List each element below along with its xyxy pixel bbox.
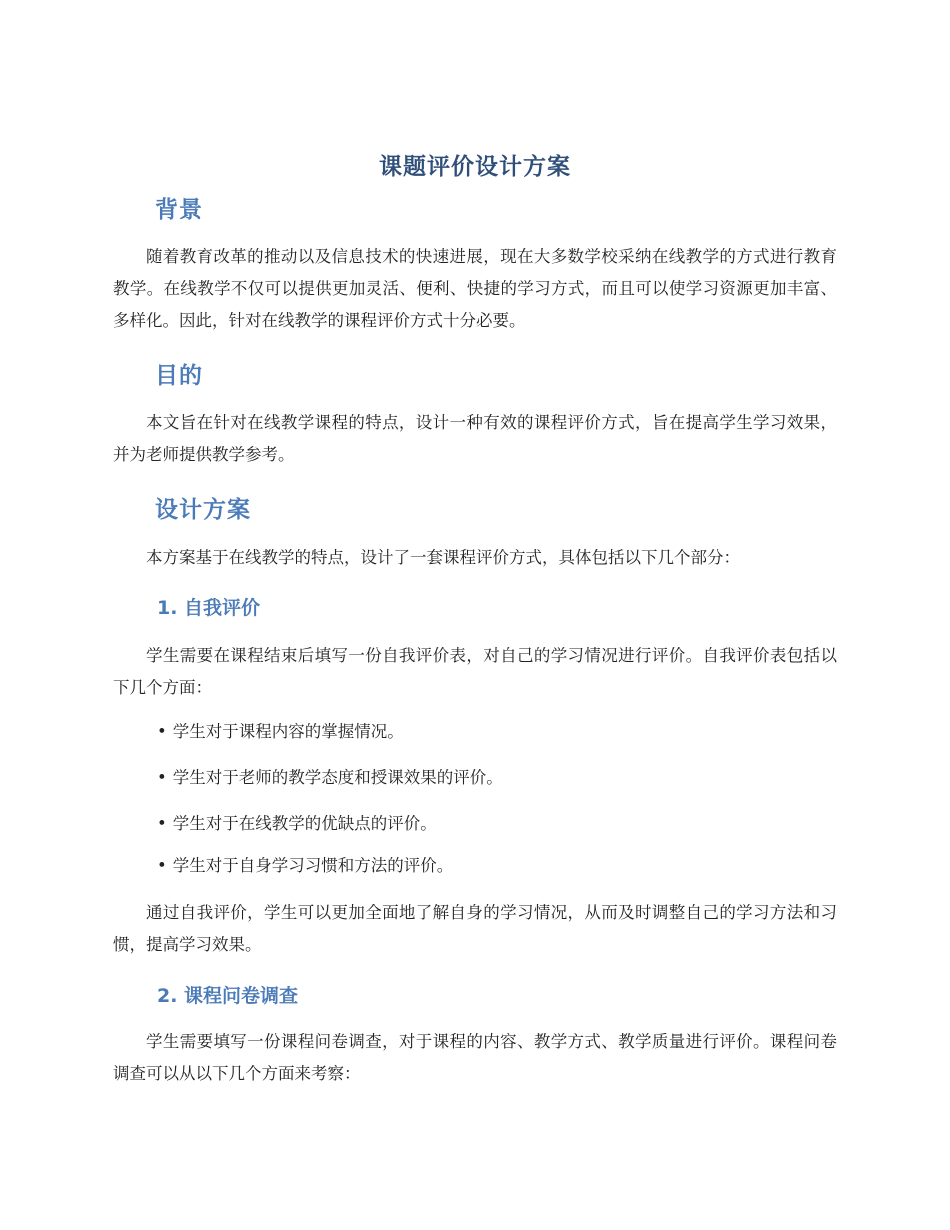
list-item-text: 学生对于自身学习习惯和方法的评价。 xyxy=(172,856,454,875)
heading-course-survey: 2. 课程问卷调查 xyxy=(157,985,299,1007)
list-item xyxy=(157,720,404,744)
paragraph-self-evaluation: 学生需要在课程结束后填写一份自我评价表，对自己的学习情况进行评价。自我评价表包括以下几个方面： xyxy=(113,646,837,697)
paragraph-self-evaluation-conclusion: 通过自我评价，学生可以更加全面地了解自身的学习情况，从而及时调整自己的学习方法和习惯，提高学习效果。 xyxy=(113,903,837,954)
list-item-text: 学生对于在线教学的优缺点的评价。 xyxy=(172,814,437,833)
heading-self-evaluation: 1. 自我评价 xyxy=(157,597,261,619)
paragraph-design-intro: 本方案基于在线教学的特点，设计了一套课程评价方式，具体包括以下几个部分： xyxy=(146,548,740,567)
list-item xyxy=(157,854,453,878)
document-title: 课题评价设计方案 xyxy=(379,154,571,180)
heading-purpose: 目的 xyxy=(155,363,203,389)
list-item xyxy=(157,812,437,836)
paragraph-background: 随着教育改革的推动以及信息技术的快速进展，现在大多数学校采纳在线教学的方式进行教育教学。在线教学不仅可以提供更加灵活、便利、快捷的学习方式，而且可以使学习资源更加丰富、多样化。因此，针对在线教学的课程评价方式十分必要。 xyxy=(113,247,837,330)
bullet-icon: • xyxy=(157,722,167,741)
list-item-text: 学生对于老师的教学态度和授课效果的评价。 xyxy=(172,768,503,787)
paragraph-course-survey: 学生需要填写一份课程问卷调查，对于课程的内容、教学方式、教学质量进行评价。课程问卷调查可以从以下几个方面来考察： xyxy=(113,1032,837,1083)
bullet-icon: • xyxy=(157,768,167,787)
list-item xyxy=(157,766,503,790)
heading-design: 设计方案 xyxy=(155,497,251,523)
bullet-icon: • xyxy=(157,814,167,833)
list-item-text: 学生对于课程内容的掌握情况。 xyxy=(172,722,404,741)
paragraph-purpose: 本文旨在针对在线教学课程的特点，设计一种有效的课程评价方式，旨在提高学生学习效果，并为老师提供教学参考。 xyxy=(113,413,837,464)
bullet-icon: • xyxy=(157,856,167,875)
heading-background: 背景 xyxy=(155,197,203,223)
